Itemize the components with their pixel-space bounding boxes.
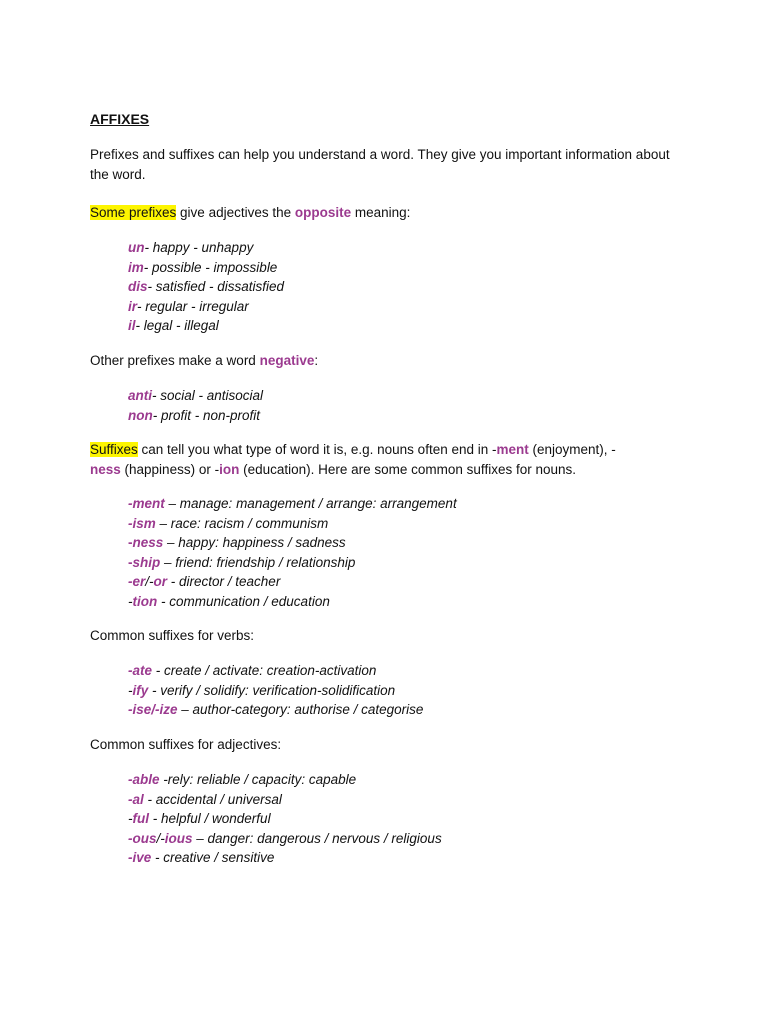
list-item: -tion - communication / education [128,593,330,609]
list-item: dis- satisfied - dissatisfied [128,279,285,294]
suffixes-verbs-list [128,661,423,720]
list-item: ir- regular - irregular [128,298,249,314]
highlight-suffixes: Suffixes [90,442,138,457]
list-item: -ness – happy: happiness / sadness [128,535,346,550]
suffixes-nouns-list [128,494,457,611]
list-item: non- profit - non-profit [128,407,261,423]
page-title: AFFIXES [90,111,150,127]
suffixes-adjectives-list [128,770,442,868]
keyword-opposite: opposite [294,205,352,220]
list-item: -er/-or - director / teacher [128,574,281,589]
keyword-negative: negative [259,353,315,368]
list-item: -able -rely: reliable / capacity: capable [128,772,357,787]
list-item: -ous/-ious – danger: dangerous / nervous / religious [128,830,442,846]
list-item: -ify - verify / solidify: verification-solidification [128,682,396,698]
list-item: im- possible - impossible [128,259,278,275]
list-item: -ful - helpful / wonderful [128,811,271,826]
list-item: un- happy - unhappy [128,240,254,255]
list-item: -ise/-ize – author-category: authorise / categorise [128,702,424,717]
list-item: anti- social - antisocial [128,388,264,403]
intro-paragraph: Prefixes and suffixes can help you understand a word. They give you important information about the word. [90,147,670,182]
list-item: -ive - creative / sensitive [128,850,275,865]
list-item: -ment – manage: management / arrange: arrangement [128,496,457,511]
highlight-some-prefixes: Some prefixes [90,205,177,220]
prefixes-negative-heading: Other prefixes make a word negative: [90,353,319,368]
list-item: -ism – race: racism / communism [128,515,329,531]
prefixes-opposite-heading: Some prefixes give adjectives the opposite meaning: [90,205,411,220]
suffixes-verbs-heading: Common suffixes for verbs: [90,628,255,643]
prefixes-opposite-list [128,238,284,336]
suffixes-nouns-paragraph: Suffixes can tell you what type of word it is, e.g. nouns often end in -ment (enjoyment), -ness (happiness) or -ion (education). Here are some common suffixes for nouns. [90,442,616,477]
suffixes-adjectives-heading: Common suffixes for adjectives: [90,737,282,752]
list-item: -al - accidental / universal [128,791,282,807]
list-item: -ship – friend: friendship / relationship [128,554,356,570]
list-item: -ate - create / activate: creation-activation [128,663,377,678]
prefixes-negative-list [128,386,263,425]
list-item: il- legal - illegal [128,318,219,333]
